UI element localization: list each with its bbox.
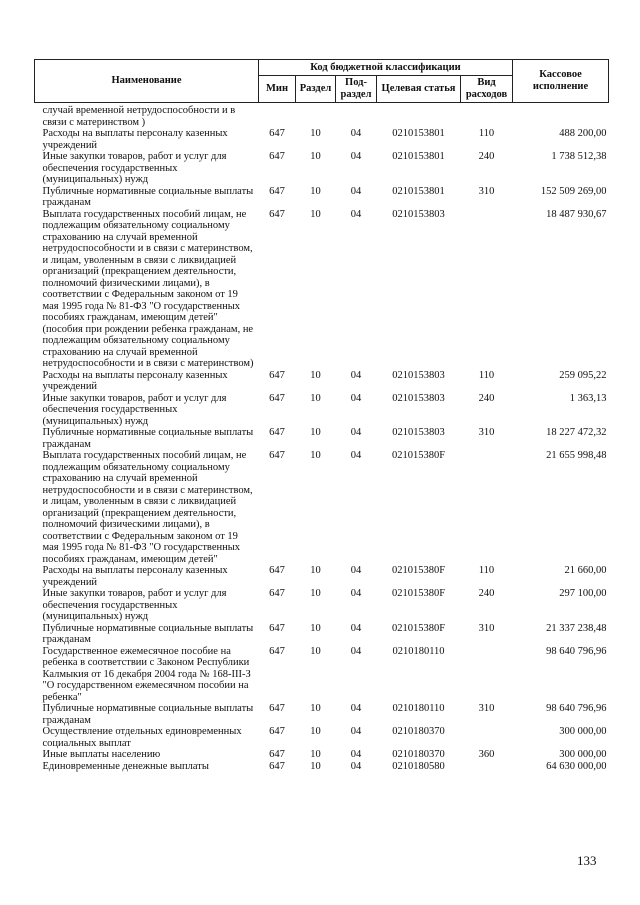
cell-name: Иные закупки товаров, работ и услуг для обеспечения государственных (муниципальных) нужд [42, 588, 227, 622]
cell-amount: 64 630 000,00 [546, 760, 607, 772]
cell-razdel: 10 [310, 645, 321, 657]
cell-name: Расходы на выплаты персоналу казенных учреждений [42, 128, 228, 151]
cell-vid: 360 [478, 749, 495, 760]
cell-target: 0210153801 [392, 151, 445, 162]
cell-razdel: 10 [310, 369, 321, 381]
cell-name: Иные выплаты населению [42, 749, 161, 760]
cell-podrazdel: 04 [350, 369, 362, 381]
cell-target: 021015380F [391, 588, 446, 599]
cell-podrazdel: 04 [350, 185, 362, 197]
table-row [35, 646, 609, 704]
cell-target: 0210180370 [392, 726, 445, 737]
cell-min: 647 [269, 128, 285, 139]
cell-razdel: 10 [310, 622, 321, 634]
table-header [35, 60, 609, 103]
cell-podrazdel: 04 [350, 427, 362, 438]
cell-podrazdel: 04 [350, 726, 362, 737]
cell-podrazdel: 04 [350, 565, 362, 576]
cell-amount: 21 660,00 [564, 565, 607, 576]
table-row [35, 726, 609, 749]
header-name: Наименование [35, 60, 259, 103]
cell-vid: 110 [478, 128, 495, 139]
header-classification: Код бюджетной классификации [259, 60, 513, 76]
cell-name: Публичные нормативные социальные выплаты гражданам [42, 622, 254, 645]
cell-target: 0210180370 [392, 749, 445, 760]
budget-table-container [34, 59, 608, 772]
cell-vid: 310 [478, 622, 495, 634]
table-row [35, 186, 609, 209]
table-row [35, 103, 609, 129]
cell-razdel: 10 [310, 208, 321, 220]
header-razdel: Раздел [296, 76, 336, 103]
cell-min: 647 [269, 588, 285, 599]
table-row [35, 565, 609, 588]
header-podrazdel: Под-раздел [336, 76, 377, 103]
cell-podrazdel: 04 [350, 208, 362, 220]
cell-podrazdel: 04 [350, 749, 362, 760]
cell-min: 647 [269, 760, 285, 772]
table-row [35, 450, 609, 565]
table-row [35, 128, 609, 151]
cell-vid [461, 103, 513, 129]
table-row [35, 370, 609, 393]
cell-razdel: 10 [310, 185, 321, 197]
cell-amount: 259 095,22 [559, 369, 607, 381]
cell-min [259, 103, 296, 129]
cell-min: 647 [269, 450, 285, 461]
table-row [35, 761, 609, 773]
cell-min: 647 [269, 622, 285, 634]
cell-target: 0210153801 [392, 185, 445, 197]
cell-min: 647 [269, 369, 285, 381]
cell-amount: 18 227 472,32 [546, 427, 607, 438]
cell-min: 647 [269, 726, 285, 737]
cell-podrazdel: 04 [350, 588, 362, 599]
cell-target: 0210180110 [392, 645, 445, 657]
cell-vid: 310 [478, 703, 495, 714]
cell-amount: 300 000,00 [559, 749, 607, 760]
table-row [35, 623, 609, 646]
cell-target: 021015380F [391, 565, 446, 576]
cell-podrazdel: 04 [350, 645, 362, 657]
cell-name: Иные закупки товаров, работ и услуг для обеспечения государственных (муниципальных) нужд [42, 151, 227, 185]
cell-amount: 1 363,13 [569, 392, 607, 404]
cell-amount: 1 738 512,38 [551, 151, 607, 162]
cell-vid: 110 [478, 565, 495, 576]
cell-name: Публичные нормативные социальные выплаты гражданам [42, 185, 254, 208]
cell-target: 0210153803 [392, 392, 445, 404]
cell-min: 647 [269, 703, 285, 714]
cell-target: 0210153803 [392, 208, 445, 220]
cell-name: Выплата государственных пособий лицам, не подлежащим обязательному социальному страхованию на случай временной нетрудоспособности и в связи с материнством, и лицам, уволенным в связи с ликвидацией организаций (прекращением деятельности, полномочий физическими лицами), в соответствии с Федеральным законом от 19 мая 1995 года № 81-ФЗ "О государственных пособиях гражданам, имеющим детей" (пособия при рождении ребенка гражданам, не подлежащим обязательному социальному страхованию на случай временной нетрудоспособности и в связи с материнством) [42, 208, 254, 369]
cell-razdel: 10 [310, 749, 321, 760]
cell-vid [461, 450, 513, 565]
cell-min: 647 [269, 208, 285, 220]
cell-podrazdel [336, 103, 377, 129]
cell-amount: 21 337 238,48 [546, 622, 607, 634]
cell-min: 647 [269, 749, 285, 760]
table-row [35, 749, 609, 761]
cell-podrazdel: 04 [350, 392, 362, 404]
cell-min: 647 [269, 427, 285, 438]
cell-podrazdel: 04 [350, 760, 362, 772]
cell-vid: 310 [478, 185, 495, 197]
cell-razdel: 10 [310, 450, 321, 461]
cell-razdel: 10 [310, 565, 321, 576]
cell-podrazdel: 04 [350, 703, 362, 714]
cell-min: 647 [269, 565, 285, 576]
cell-vid: 240 [478, 588, 495, 599]
table-row [35, 393, 609, 428]
cell-podrazdel: 04 [350, 450, 362, 461]
cell-razdel: 10 [310, 726, 321, 737]
cell-amount: 98 640 796,96 [546, 645, 607, 657]
cell-razdel [296, 103, 336, 129]
cell-razdel: 10 [310, 703, 321, 714]
cell-podrazdel: 04 [350, 151, 362, 162]
cell-vid: 110 [478, 369, 495, 381]
cell-vid [461, 646, 513, 704]
cell-name: Государственное ежемесячное пособие на ребенка в соответствии с Законом Республики Калмыкия от 16 декабря 2004 года № 168-III-З "О государственном ежемесячном пособии на ребенка" [42, 645, 251, 703]
table-body [35, 103, 609, 773]
cell-vid [461, 761, 513, 773]
cell-name: Иные закупки товаров, работ и услуг для обеспечения государственных (муниципальных) нужд [42, 392, 227, 427]
cell-name: Расходы на выплаты персоналу казенных учреждений [42, 369, 228, 392]
table-row [35, 427, 609, 450]
cell-vid [461, 726, 513, 749]
cell-amount: 488 200,00 [559, 128, 607, 139]
table-row [35, 209, 609, 370]
cell-name: Публичные нормативные социальные выплаты гражданам [42, 427, 254, 450]
page-number: 133 [577, 853, 597, 868]
cell-vid: 240 [478, 392, 495, 404]
cell-amount: 297 100,00 [559, 588, 607, 599]
cell-target [377, 103, 461, 129]
cell-target: 0210153801 [392, 128, 445, 139]
cell-razdel: 10 [310, 588, 321, 599]
cell-vid [461, 209, 513, 370]
cell-razdel: 10 [310, 392, 321, 404]
header-min: Мин [259, 76, 296, 103]
cell-name: Публичные нормативные социальные выплаты гражданам [42, 703, 254, 726]
table-row [35, 703, 609, 726]
cell-razdel: 10 [310, 427, 321, 438]
cell-target: 021015380F [391, 622, 446, 634]
cell-target: 021015380F [391, 450, 446, 461]
cell-vid: 240 [478, 151, 495, 162]
cell-vid: 310 [478, 427, 495, 438]
cell-amount: 300 000,00 [559, 726, 607, 737]
cell-target: 0210153803 [392, 427, 445, 438]
header-amount: Кассовое исполнение [513, 60, 609, 103]
cell-amount: 98 640 796,96 [546, 703, 607, 714]
table-row [35, 588, 609, 623]
cell-target: 0210153803 [392, 369, 445, 381]
cell-razdel: 10 [310, 760, 321, 772]
cell-razdel: 10 [310, 128, 321, 139]
cell-name: Осуществление отдельных единовременных социальных выплат [42, 726, 242, 749]
budget-table [34, 59, 609, 772]
cell-name: случай временной нетрудоспособности и в связи с материнством ) [42, 105, 236, 128]
cell-razdel: 10 [310, 151, 321, 162]
cell-amount: 152 509 269,00 [540, 185, 607, 197]
cell-podrazdel: 04 [350, 128, 362, 139]
cell-min: 647 [269, 392, 285, 404]
header-vid: Вид расходов [461, 76, 513, 103]
cell-target: 0210180110 [392, 703, 445, 714]
header-target: Целевая статья [377, 76, 461, 103]
cell-min: 647 [269, 151, 285, 162]
cell-amount: 21 655 998,48 [546, 450, 607, 461]
cell-target: 0210180580 [392, 760, 445, 772]
cell-amount [513, 103, 609, 129]
cell-name: Выплата государственных пособий лицам, не подлежащим обязательному социальному страхованию на случай временной нетрудоспособности и в связи с материнством, и лицам, уволенным в связи с ликвидацией организаций (прекращением деятельности, полномочий физическими лицами), в соответствии с Федеральным законом от 19 мая 1995 года № 81-ФЗ "О государственных пособиях гражданам, имеющим детей" [42, 450, 253, 565]
table-row [35, 151, 609, 186]
cell-amount: 18 487 930,67 [546, 208, 607, 220]
cell-name: Расходы на выплаты персоналу казенных учреждений [42, 565, 228, 588]
cell-podrazdel: 04 [350, 622, 362, 634]
cell-name: Единовременные денежные выплаты [42, 760, 209, 772]
cell-min: 647 [269, 645, 285, 657]
cell-min: 647 [269, 185, 285, 197]
